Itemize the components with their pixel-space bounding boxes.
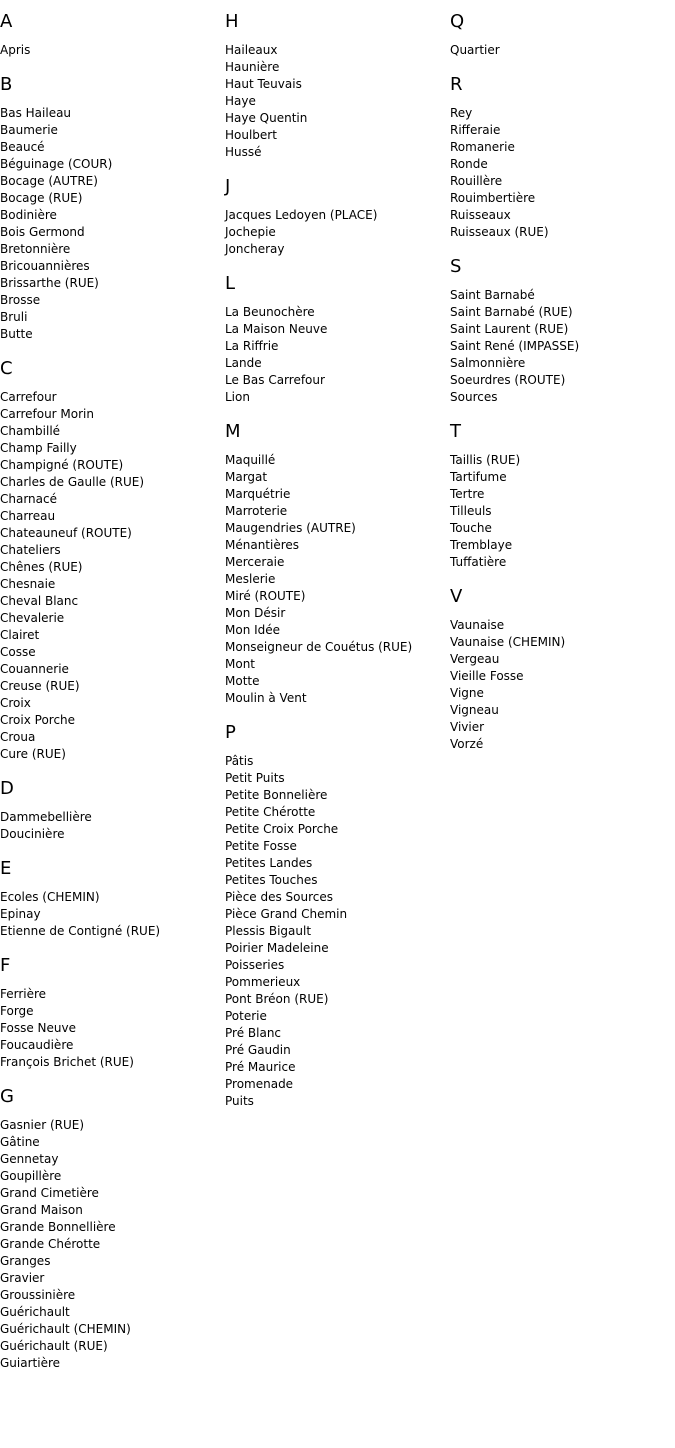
street-link[interactable]: Guérichault	[0, 1305, 70, 1319]
letter-heading: B	[0, 74, 13, 95]
street-link[interactable]: Ruisseaux (RUE)	[450, 225, 549, 239]
street-link[interactable]: Granges	[0, 1254, 51, 1268]
index-column	[450, 0, 675, 753]
street-link[interactable]: Haunière	[225, 60, 280, 74]
letter-group	[225, 723, 450, 1110]
street-link[interactable]: Jochepie	[225, 225, 276, 239]
street-link[interactable]: La Beunochère	[225, 305, 315, 319]
street-list	[225, 42, 450, 161]
street-link[interactable]: La Riffrie	[225, 339, 279, 353]
street-link[interactable]: Bruli	[0, 310, 28, 324]
street-link[interactable]: Touche	[450, 521, 492, 535]
street-list	[0, 389, 225, 763]
street-link[interactable]: François Brichet (RUE)	[0, 1055, 134, 1069]
street-link[interactable]: Petite Chérotte	[225, 805, 316, 819]
letter-group	[225, 274, 450, 406]
street-link[interactable]: Haye	[225, 94, 256, 108]
street-list	[0, 809, 225, 843]
street-link[interactable]: Petites Landes	[225, 856, 313, 870]
street-link[interactable]: Bocage (RUE)	[0, 191, 83, 205]
street-link[interactable]: Gasnier (RUE)	[0, 1118, 85, 1132]
street-link[interactable]: Jacques Ledoyen (PLACE)	[225, 208, 378, 222]
street-link[interactable]: Rey	[450, 106, 473, 120]
street-link[interactable]: Haut Teuvais	[225, 77, 302, 91]
street-list	[225, 753, 450, 1110]
street-link[interactable]: Rouillère	[450, 174, 503, 188]
street-link[interactable]: Vorzé	[450, 737, 484, 751]
street-link[interactable]: Tertre	[450, 487, 485, 501]
street-link[interactable]: Poterie	[225, 1009, 267, 1023]
street-link[interactable]: Meslerie	[225, 572, 276, 586]
street-link[interactable]: Bas Haileau	[0, 106, 72, 120]
street-link[interactable]: Quartier	[450, 43, 500, 57]
letter-heading: H	[225, 11, 239, 32]
street-link[interactable]: Vergeau	[450, 652, 500, 666]
street-link[interactable]: Carrefour	[0, 390, 57, 404]
street-link[interactable]: Creuse (RUE)	[0, 679, 80, 693]
street-link[interactable]: Bocage (AUTRE)	[0, 174, 98, 188]
street-link[interactable]: Vivier	[450, 720, 485, 734]
street-link[interactable]: Cure (RUE)	[0, 747, 66, 761]
street-link[interactable]: Bricouannières	[0, 259, 90, 273]
street-link[interactable]: Champ Failly	[0, 441, 77, 455]
street-link[interactable]: Petite Fosse	[225, 839, 297, 853]
letter-heading: R	[450, 74, 463, 95]
street-link[interactable]: Maugendries (AUTRE)	[225, 521, 356, 535]
street-link[interactable]: Chevalerie	[0, 611, 65, 625]
street-link[interactable]: Guiartière	[0, 1356, 60, 1370]
street-link[interactable]: Salmonnière	[450, 356, 526, 370]
street-link[interactable]: Lion	[225, 390, 250, 404]
street-link[interactable]: Saint Barnabé	[450, 288, 535, 302]
letter-heading: D	[0, 778, 14, 799]
street-link[interactable]: Lande	[225, 356, 262, 370]
street-link[interactable]: Ferrière	[0, 987, 47, 1001]
street-link[interactable]: Bois Germond	[0, 225, 85, 239]
letter-heading: F	[0, 955, 11, 976]
street-link[interactable]: Pré Maurice	[225, 1060, 296, 1074]
street-link[interactable]: Forge	[0, 1004, 34, 1018]
street-link[interactable]: Brosse	[0, 293, 41, 307]
street-link[interactable]: Chateauneuf (ROUTE)	[0, 526, 132, 540]
letter-group	[225, 177, 450, 258]
street-link[interactable]: Butte	[0, 327, 33, 341]
street-link[interactable]: Merceraie	[225, 555, 285, 569]
street-list	[225, 207, 450, 258]
letter-heading: M	[225, 421, 241, 442]
street-link[interactable]: Ronde	[450, 157, 488, 171]
street-link[interactable]: Maquillé	[225, 453, 276, 467]
street-link[interactable]: Pièce des Sources	[225, 890, 334, 904]
street-link[interactable]: Pré Gaudin	[225, 1043, 291, 1057]
street-link[interactable]: Grand Maison	[0, 1203, 83, 1217]
street-link[interactable]: Baumerie	[0, 123, 58, 137]
street-link[interactable]: Petites Touches	[225, 873, 318, 887]
letter-heading: S	[450, 256, 462, 277]
letter-heading: J	[225, 176, 231, 197]
street-link[interactable]: Vaunaise (CHEMIN)	[450, 635, 566, 649]
letter-group	[0, 859, 225, 940]
street-link[interactable]: Couannerie	[0, 662, 69, 676]
street-link[interactable]: Croix	[0, 696, 31, 710]
street-link[interactable]: Joncheray	[225, 242, 285, 256]
letter-heading: L	[225, 273, 236, 294]
street-link[interactable]: Ménantières	[225, 538, 300, 552]
street-link[interactable]: Goupillère	[0, 1169, 62, 1183]
street-link[interactable]: Charnacé	[0, 492, 57, 506]
street-link[interactable]: Grande Bonnellière	[0, 1220, 116, 1234]
street-link[interactable]: Saint Laurent (RUE)	[450, 322, 569, 336]
street-link[interactable]: Gravier	[0, 1271, 45, 1285]
street-link[interactable]: Clairet	[0, 628, 40, 642]
street-list	[225, 452, 450, 707]
street-link[interactable]: Saint René (IMPASSE)	[450, 339, 580, 353]
street-link[interactable]: Petite Croix Porche	[225, 822, 339, 836]
street-list	[0, 1117, 225, 1372]
street-link[interactable]: Sources	[450, 390, 498, 404]
street-link[interactable]: Bodinière	[0, 208, 57, 222]
street-list	[0, 105, 225, 343]
street-link[interactable]: Soeurdres (ROUTE)	[450, 373, 566, 387]
street-link[interactable]: Chambillé	[0, 424, 61, 438]
street-link[interactable]: Poirier Madeleine	[225, 941, 329, 955]
street-list	[0, 986, 225, 1071]
letter-group	[0, 779, 225, 843]
street-list	[450, 617, 675, 753]
street-link[interactable]: Promenade	[225, 1077, 294, 1091]
street-link[interactable]: Houlbert	[225, 128, 277, 142]
street-link[interactable]: Tremblaye	[450, 538, 513, 552]
street-link[interactable]: Foucaudière	[0, 1038, 74, 1052]
letter-heading: V	[450, 586, 463, 607]
street-link[interactable]: Chateliers	[0, 543, 61, 557]
street-link[interactable]: Pâtis	[225, 754, 254, 768]
street-link[interactable]: Tartifume	[450, 470, 507, 484]
street-link[interactable]: Ruisseaux	[450, 208, 511, 222]
street-link[interactable]: Rifferaie	[450, 123, 501, 137]
letter-group	[0, 75, 225, 343]
letter-heading: P	[225, 722, 236, 743]
street-link[interactable]: Saint Barnabé (RUE)	[450, 305, 573, 319]
letter-group	[450, 422, 675, 571]
street-link[interactable]: Croua	[0, 730, 36, 744]
street-link[interactable]: Bretonnière	[0, 242, 71, 256]
street-link[interactable]: Epinay	[0, 907, 41, 921]
street-link[interactable]: Hussé	[225, 145, 262, 159]
street-link[interactable]: Cosse	[0, 645, 36, 659]
letter-group	[450, 75, 675, 241]
street-link[interactable]: Romanerie	[450, 140, 515, 154]
letter-heading: T	[450, 421, 461, 442]
street-link[interactable]: Plessis Bigault	[225, 924, 312, 938]
street-link[interactable]: Moulin à Vent	[225, 691, 307, 705]
street-link[interactable]: Cheval Blanc	[0, 594, 79, 608]
street-link[interactable]: Puits	[225, 1094, 254, 1108]
street-link[interactable]: Haye Quentin	[225, 111, 308, 125]
street-link[interactable]: Gennetay	[0, 1152, 59, 1166]
street-link[interactable]: Monseigneur de Couétus (RUE)	[225, 640, 413, 654]
street-link[interactable]: Chênes (RUE)	[0, 560, 83, 574]
street-list	[450, 287, 675, 406]
letter-heading: A	[0, 11, 13, 32]
street-link[interactable]: Chesnaie	[0, 577, 56, 591]
street-link[interactable]: Miré (ROUTE)	[225, 589, 306, 603]
street-link[interactable]: Pièce Grand Chemin	[225, 907, 348, 921]
street-link[interactable]: Rouimbertière	[450, 191, 536, 205]
street-link[interactable]: Vaunaise	[450, 618, 505, 632]
street-link[interactable]: Charles de Gaulle (RUE)	[0, 475, 145, 489]
street-link[interactable]: Pont Bréon (RUE)	[225, 992, 329, 1006]
street-link[interactable]: Vieille Fosse	[450, 669, 524, 683]
street-list	[0, 889, 225, 940]
index-column	[225, 0, 450, 1110]
letter-group	[225, 12, 450, 161]
street-link[interactable]: Charreau	[0, 509, 56, 523]
street-link[interactable]: Etienne de Contigné (RUE)	[0, 924, 161, 938]
street-link[interactable]: Tilleuls	[450, 504, 492, 518]
street-list	[450, 105, 675, 241]
letter-group	[450, 587, 675, 753]
street-link[interactable]: Béguinage (COUR)	[0, 157, 113, 171]
street-link[interactable]: Mon Idée	[225, 623, 281, 637]
street-link[interactable]: Margat	[225, 470, 268, 484]
street-link[interactable]: Doucinière	[0, 827, 65, 841]
street-link[interactable]: Apris	[0, 43, 31, 57]
letter-heading: G	[0, 1086, 14, 1107]
street-link[interactable]: Le Bas Carrefour	[225, 373, 325, 387]
street-link[interactable]: Guérichault (RUE)	[0, 1339, 108, 1353]
street-link[interactable]: Pré Blanc	[225, 1026, 282, 1040]
letter-group	[0, 359, 225, 763]
letter-group	[0, 1087, 225, 1372]
street-link[interactable]: Marroterie	[225, 504, 288, 518]
street-link[interactable]: Fosse Neuve	[0, 1021, 76, 1035]
letter-heading: E	[0, 858, 12, 879]
street-link[interactable]: Pommerieux	[225, 975, 301, 989]
street-link[interactable]: Brissarthe (RUE)	[0, 276, 99, 290]
index-column	[0, 0, 225, 1372]
street-link[interactable]: Gâtine	[0, 1135, 40, 1149]
street-link[interactable]: Ecoles (CHEMIN)	[0, 890, 100, 904]
street-link[interactable]: Grande Chérotte	[0, 1237, 101, 1251]
letter-group	[0, 12, 225, 59]
street-link[interactable]: Croix Porche	[0, 713, 76, 727]
street-link[interactable]: Groussinière	[0, 1288, 76, 1302]
street-link[interactable]: Petit Puits	[225, 771, 285, 785]
street-link[interactable]: La Maison Neuve	[225, 322, 328, 336]
street-link[interactable]: Taillis (RUE)	[450, 453, 521, 467]
street-link[interactable]: Grand Cimetière	[0, 1186, 99, 1200]
street-link[interactable]: Poisseries	[225, 958, 285, 972]
street-link[interactable]: Guérichault (CHEMIN)	[0, 1322, 131, 1336]
street-link[interactable]: Vigne	[450, 686, 484, 700]
street-link[interactable]: Mon Désir	[225, 606, 286, 620]
street-link[interactable]: Vigneau	[450, 703, 499, 717]
street-link[interactable]: Haileaux	[225, 43, 278, 57]
street-link[interactable]: Carrefour Morin	[0, 407, 94, 421]
letter-group	[225, 422, 450, 707]
street-list	[450, 452, 675, 571]
street-list	[450, 42, 675, 59]
street-link[interactable]: Dammebellière	[0, 810, 92, 824]
letter-heading: C	[0, 358, 13, 379]
street-link[interactable]: Mont	[225, 657, 256, 671]
letter-group	[450, 12, 675, 59]
street-link[interactable]: Tuffatière	[450, 555, 507, 569]
street-link[interactable]: Motte	[225, 674, 260, 688]
street-link[interactable]: Champigné (ROUTE)	[0, 458, 124, 472]
street-list	[225, 304, 450, 406]
letter-group	[450, 257, 675, 406]
street-list	[0, 42, 225, 59]
street-link[interactable]: Marquétrie	[225, 487, 291, 501]
letter-heading: Q	[450, 11, 465, 32]
letter-group	[0, 956, 225, 1071]
street-link[interactable]: Beaucé	[0, 140, 45, 154]
street-link[interactable]: Petite Bonnelière	[225, 788, 328, 802]
